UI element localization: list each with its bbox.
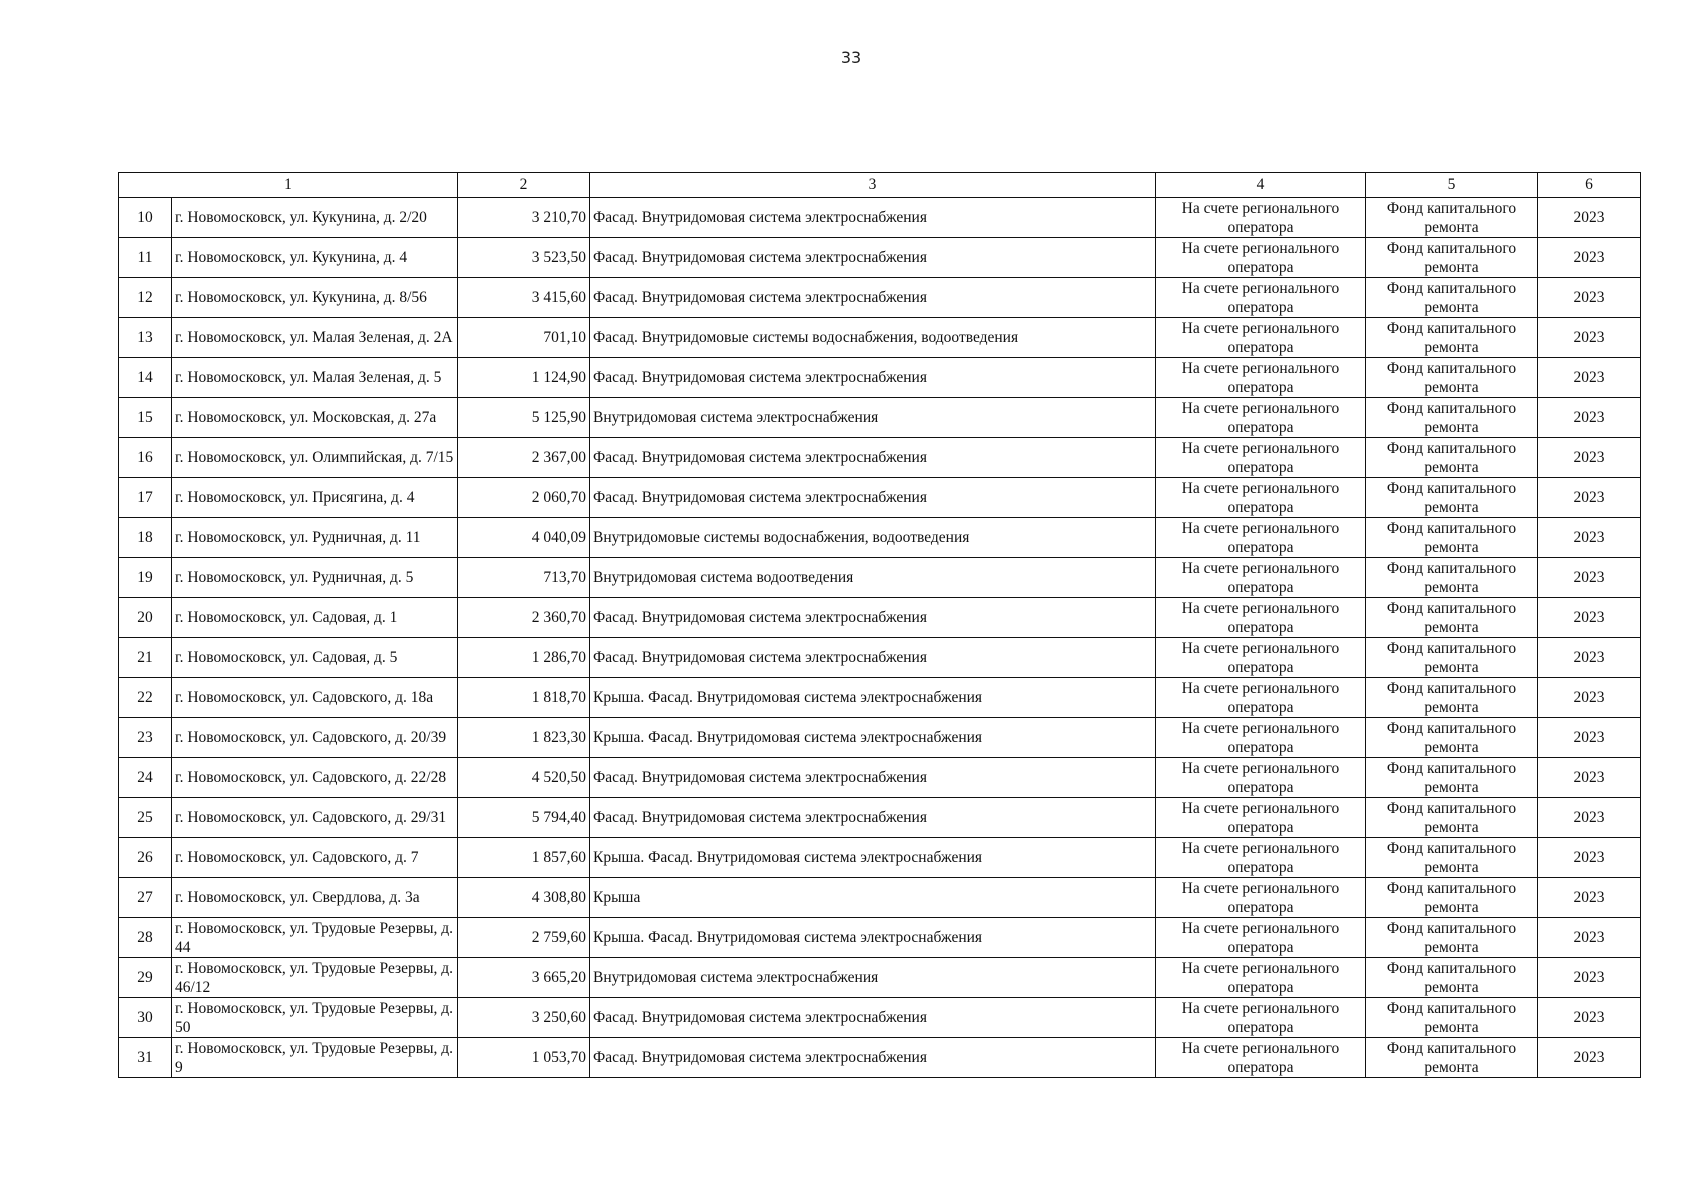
row-number: 24 [119,758,172,798]
works-cell: Крыша. Фасад. Внутридомовая система электроснабжения [590,838,1156,878]
column-number-header-row [119,173,1641,198]
year-cell: 2023 [1538,238,1641,278]
table-row [119,918,1641,958]
account-cell: На счете регионального оператора [1156,838,1366,878]
works-cell: Фасад. Внутридомовая система электроснабжения [590,238,1156,278]
works-cell: Фасад. Внутридомовая система электроснабжения [590,438,1156,478]
year-cell: 2023 [1538,358,1641,398]
works-cell: Фасад. Внутридомовая система электроснабжения [590,638,1156,678]
account-cell: На счете регионального оператора [1156,398,1366,438]
fund-cell: Фонд капитального ремонта [1366,438,1538,478]
cost-cell: 2 759,60 [458,918,590,958]
year-cell: 2023 [1538,958,1641,998]
works-cell: Внутридомовая система электроснабжения [590,398,1156,438]
cost-cell: 4 308,80 [458,878,590,918]
account-cell: На счете регионального оператора [1156,238,1366,278]
column-header-1: 1 [119,173,458,198]
table-row [119,518,1641,558]
row-number: 28 [119,918,172,958]
account-cell: На счете регионального оператора [1156,758,1366,798]
address-cell: г. Новомосковск, ул. Присягина, д. 4 [172,478,458,518]
cost-cell: 2 360,70 [458,598,590,638]
table-row [119,998,1641,1038]
cost-cell: 5 125,90 [458,398,590,438]
address-cell: г. Новомосковск, ул. Малая Зеленая, д. 2А [172,318,458,358]
works-cell: Фасад. Внутридомовые системы водоснабжения, водоотведения [590,318,1156,358]
cost-cell: 4 520,50 [458,758,590,798]
account-cell: На счете регионального оператора [1156,798,1366,838]
row-number: 30 [119,998,172,1038]
account-cell: На счете регионального оператора [1156,678,1366,718]
address-cell: г. Новомосковск, ул. Трудовые Резервы, д. 9 [172,1038,458,1078]
table-row [119,758,1641,798]
column-header-3: 3 [590,173,1156,198]
account-cell: На счете регионального оператора [1156,1038,1366,1078]
fund-cell: Фонд капитального ремонта [1366,838,1538,878]
row-number: 17 [119,478,172,518]
works-cell: Фасад. Внутридомовая система электроснабжения [590,758,1156,798]
row-number: 15 [119,398,172,438]
row-number: 10 [119,198,172,238]
account-cell: На счете регионального оператора [1156,878,1366,918]
column-header-5: 5 [1366,173,1538,198]
address-cell: г. Новомосковск, ул. Садовая, д. 1 [172,598,458,638]
address-cell: г. Новомосковск, ул. Садовского, д. 29/31 [172,798,458,838]
account-cell: На счете регионального оператора [1156,518,1366,558]
table-row [119,638,1641,678]
year-cell: 2023 [1538,598,1641,638]
year-cell: 2023 [1538,718,1641,758]
table-row [119,678,1641,718]
row-number: 21 [119,638,172,678]
works-cell: Внутридомовые системы водоснабжения, водоотведения [590,518,1156,558]
works-cell: Крыша [590,878,1156,918]
works-cell: Крыша. Фасад. Внутридомовая система электроснабжения [590,678,1156,718]
year-cell: 2023 [1538,838,1641,878]
fund-cell: Фонд капитального ремонта [1366,798,1538,838]
table-row [119,398,1641,438]
row-number: 27 [119,878,172,918]
cost-cell: 3 523,50 [458,238,590,278]
fund-cell: Фонд капитального ремонта [1366,878,1538,918]
fund-cell: Фонд капитального ремонта [1366,358,1538,398]
cost-cell: 3 210,70 [458,198,590,238]
column-header-4: 4 [1156,173,1366,198]
cost-cell: 4 040,09 [458,518,590,558]
cost-cell: 5 794,40 [458,798,590,838]
address-cell: г. Новомосковск, ул. Трудовые Резервы, д. 50 [172,998,458,1038]
column-header-2: 2 [458,173,590,198]
address-cell: г. Новомосковск, ул. Московская, д. 27а [172,398,458,438]
row-number: 26 [119,838,172,878]
works-cell: Фасад. Внутридомовая система электроснабжения [590,478,1156,518]
fund-cell: Фонд капитального ремонта [1366,918,1538,958]
row-number: 25 [119,798,172,838]
year-cell: 2023 [1538,638,1641,678]
fund-cell: Фонд капитального ремонта [1366,958,1538,998]
fund-cell: Фонд капитального ремонта [1366,198,1538,238]
year-cell: 2023 [1538,398,1641,438]
cost-cell: 713,70 [458,558,590,598]
account-cell: На счете регионального оператора [1156,198,1366,238]
address-cell: г. Новомосковск, ул. Кукунина, д. 4 [172,238,458,278]
table-row [119,838,1641,878]
cost-cell: 1 823,30 [458,718,590,758]
works-cell: Фасад. Внутридомовая система электроснабжения [590,1038,1156,1078]
row-number: 16 [119,438,172,478]
year-cell: 2023 [1538,478,1641,518]
fund-cell: Фонд капитального ремонта [1366,998,1538,1038]
row-number: 19 [119,558,172,598]
table-row [119,878,1641,918]
account-cell: На счете регионального оператора [1156,918,1366,958]
row-number: 18 [119,518,172,558]
row-number: 12 [119,278,172,318]
works-cell: Фасад. Внутридомовая система электроснабжения [590,598,1156,638]
address-cell: г. Новомосковск, ул. Садовского, д. 7 [172,838,458,878]
table-row [119,238,1641,278]
works-cell: Крыша. Фасад. Внутридомовая система электроснабжения [590,918,1156,958]
fund-cell: Фонд капитального ремонта [1366,278,1538,318]
row-number: 14 [119,358,172,398]
fund-cell: Фонд капитального ремонта [1366,638,1538,678]
year-cell: 2023 [1538,438,1641,478]
table-row [119,718,1641,758]
account-cell: На счете регионального оператора [1156,598,1366,638]
address-cell: г. Новомосковск, ул. Садовского, д. 22/28 [172,758,458,798]
account-cell: На счете регионального оператора [1156,358,1366,398]
works-cell: Фасад. Внутридомовая система электроснабжения [590,998,1156,1038]
row-number: 20 [119,598,172,638]
table-row [119,1038,1641,1078]
row-number: 13 [119,318,172,358]
fund-cell: Фонд капитального ремонта [1366,718,1538,758]
address-cell: г. Новомосковск, ул. Садовского, д. 20/39 [172,718,458,758]
fund-cell: Фонд капитального ремонта [1366,238,1538,278]
cost-cell: 3 250,60 [458,998,590,1038]
fund-cell: Фонд капитального ремонта [1366,758,1538,798]
year-cell: 2023 [1538,318,1641,358]
address-cell: г. Новомосковск, ул. Кукунина, д. 2/20 [172,198,458,238]
account-cell: На счете регионального оператора [1156,998,1366,1038]
fund-cell: Фонд капитального ремонта [1366,318,1538,358]
fund-cell: Фонд капитального ремонта [1366,478,1538,518]
table-row [119,958,1641,998]
cost-cell: 1 286,70 [458,638,590,678]
table-row [119,798,1641,838]
address-cell: г. Новомосковск, ул. Рудничная, д. 5 [172,558,458,598]
cost-cell: 3 665,20 [458,958,590,998]
works-cell: Внутридомовая система водоотведения [590,558,1156,598]
year-cell: 2023 [1538,758,1641,798]
address-cell: г. Новомосковск, ул. Олимпийская, д. 7/15 [172,438,458,478]
table-row [119,478,1641,518]
fund-cell: Фонд капитального ремонта [1366,598,1538,638]
address-cell: г. Новомосковск, ул. Садовского, д. 18а [172,678,458,718]
works-cell: Крыша. Фасад. Внутридомовая система электроснабжения [590,718,1156,758]
year-cell: 2023 [1538,918,1641,958]
works-cell: Фасад. Внутридомовая система электроснабжения [590,358,1156,398]
account-cell: На счете регионального оператора [1156,558,1366,598]
year-cell: 2023 [1538,1038,1641,1078]
repair-register-table [118,172,1641,1078]
cost-cell: 1 857,60 [458,838,590,878]
works-cell: Внутридомовая система электроснабжения [590,958,1156,998]
table-row [119,438,1641,478]
row-number: 31 [119,1038,172,1078]
cost-cell: 1 818,70 [458,678,590,718]
works-cell: Фасад. Внутридомовая система электроснабжения [590,198,1156,238]
row-number: 22 [119,678,172,718]
year-cell: 2023 [1538,798,1641,838]
account-cell: На счете регионального оператора [1156,958,1366,998]
address-cell: г. Новомосковск, ул. Кукунина, д. 8/56 [172,278,458,318]
year-cell: 2023 [1538,198,1641,238]
works-cell: Фасад. Внутридомовая система электроснабжения [590,798,1156,838]
account-cell: На счете регионального оператора [1156,438,1366,478]
row-number: 11 [119,238,172,278]
year-cell: 2023 [1538,558,1641,598]
table-row [119,198,1641,238]
fund-cell: Фонд капитального ремонта [1366,558,1538,598]
address-cell: г. Новомосковск, ул. Малая Зеленая, д. 5 [172,358,458,398]
year-cell: 2023 [1538,278,1641,318]
cost-cell: 701,10 [458,318,590,358]
account-cell: На счете регионального оператора [1156,318,1366,358]
address-cell: г. Новомосковск, ул. Рудничная, д. 11 [172,518,458,558]
fund-cell: Фонд капитального ремонта [1366,518,1538,558]
column-header-6: 6 [1538,173,1641,198]
page-number: 33 [840,48,862,67]
table-row [119,318,1641,358]
table-row [119,558,1641,598]
year-cell: 2023 [1538,878,1641,918]
table-row [119,358,1641,398]
cost-cell: 2 367,00 [458,438,590,478]
address-cell: г. Новомосковск, ул. Свердлова, д. 3а [172,878,458,918]
account-cell: На счете регионального оператора [1156,478,1366,518]
year-cell: 2023 [1538,998,1641,1038]
address-cell: г. Новомосковск, ул. Садовая, д. 5 [172,638,458,678]
table-row [119,598,1641,638]
fund-cell: Фонд капитального ремонта [1366,1038,1538,1078]
year-cell: 2023 [1538,678,1641,718]
works-cell: Фасад. Внутридомовая система электроснабжения [590,278,1156,318]
register-body [119,198,1641,1078]
account-cell: На счете регионального оператора [1156,278,1366,318]
account-cell: На счете регионального оператора [1156,718,1366,758]
year-cell: 2023 [1538,518,1641,558]
cost-cell: 1 124,90 [458,358,590,398]
address-cell: г. Новомосковск, ул. Трудовые Резервы, д. 46/12 [172,958,458,998]
fund-cell: Фонд капитального ремонта [1366,398,1538,438]
table-row [119,278,1641,318]
account-cell: На счете регионального оператора [1156,638,1366,678]
cost-cell: 1 053,70 [458,1038,590,1078]
cost-cell: 2 060,70 [458,478,590,518]
cost-cell: 3 415,60 [458,278,590,318]
row-number: 23 [119,718,172,758]
row-number: 29 [119,958,172,998]
address-cell: г. Новомосковск, ул. Трудовые Резервы, д. 44 [172,918,458,958]
fund-cell: Фонд капитального ремонта [1366,678,1538,718]
